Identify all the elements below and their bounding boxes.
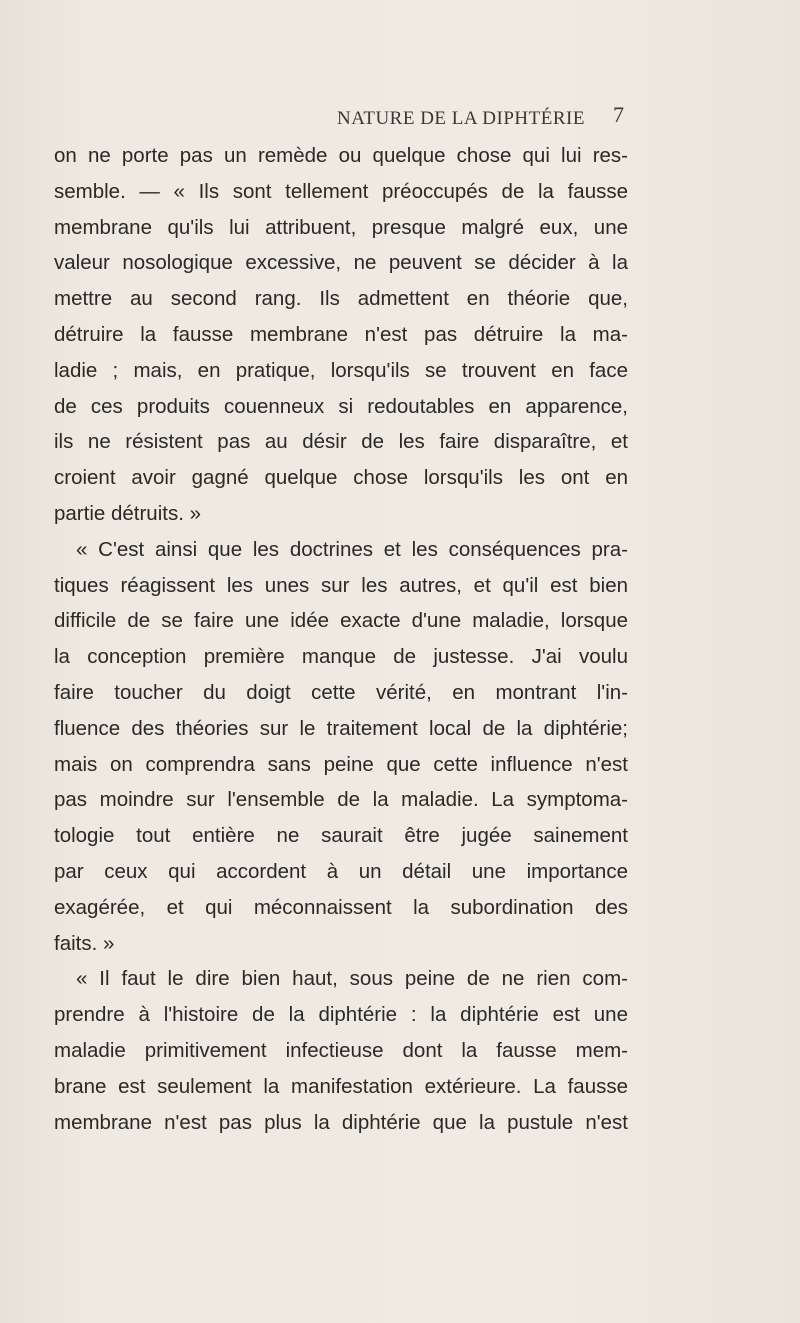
text-line: prendre à l'histoire de la diphtérie : la diphtérie est une (54, 1003, 628, 1027)
text-line: mettre au second rang. Ils admettent en théorie que, (54, 287, 628, 311)
text-line: croient avoir gagné quelque chose lorsqu'ils les ont en (54, 466, 628, 490)
text-line: difficile de se faire une idée exacte d'une maladie, lorsque (54, 609, 628, 633)
text-line: fluence des théories sur le traitement local de la diphtérie; (54, 716, 628, 740)
body-text (54, 138, 628, 1140)
text-line: la conception première manque de justesse. J'ai voulu (54, 645, 628, 669)
text-line: membrane n'est pas plus la diphtérie que la pustule n'est (54, 1110, 628, 1134)
page-header (0, 102, 800, 136)
text-line: faits. » (54, 931, 115, 955)
text-line: par ceux qui accordent à un détail une importance (54, 859, 628, 883)
text-line: faire toucher du doigt cette vérité, en montrant l'in- (54, 680, 628, 704)
running-title: NATURE DE LA DIPHTÉRIE (337, 108, 585, 129)
text-line: mais on comprendra sans peine que cette influence n'est (54, 752, 628, 776)
page-number: 7 (613, 102, 624, 127)
text-line: ladie ; mais, en pratique, lorsqu'ils se trouvent en face (54, 358, 628, 382)
text-line: tiques réagissent les unes sur les autres, et qu'il est bien (54, 573, 628, 597)
text-line: pas moindre sur l'ensemble de la maladie. La symptoma- (54, 788, 628, 812)
text-line: semble. — « Ils sont tellement préoccupés de la fausse (54, 179, 628, 203)
text-line: exagérée, et qui méconnaissent la subordination des (54, 895, 628, 919)
text-line: tologie tout entière ne saurait être jugée sainement (54, 824, 628, 848)
text-line: maladie primitivement infectieuse dont la fausse mem- (54, 1038, 628, 1062)
text-line: « C'est ainsi que les doctrines et les conséquences pra- (76, 537, 628, 561)
text-line: détruire la fausse membrane n'est pas détruire la ma- (54, 322, 628, 346)
text-line: « Il faut le dire bien haut, sous peine de ne rien com- (76, 967, 628, 991)
text-line: brane est seulement la manifestation extérieure. La fausse (54, 1074, 628, 1098)
text-line: valeur nosologique excessive, ne peuvent se décider à la (54, 251, 628, 275)
text-line: de ces produits couenneux si redoutables en apparence, (54, 394, 628, 418)
text-line: on ne porte pas un remède ou quelque chose qui lui res- (54, 144, 628, 167)
text-line: partie détruits. » (54, 501, 201, 525)
text-line: ils ne résistent pas au désir de les faire disparaître, et (54, 430, 628, 454)
text-line: membrane qu'ils lui attribuent, presque malgré eux, une (54, 215, 628, 239)
